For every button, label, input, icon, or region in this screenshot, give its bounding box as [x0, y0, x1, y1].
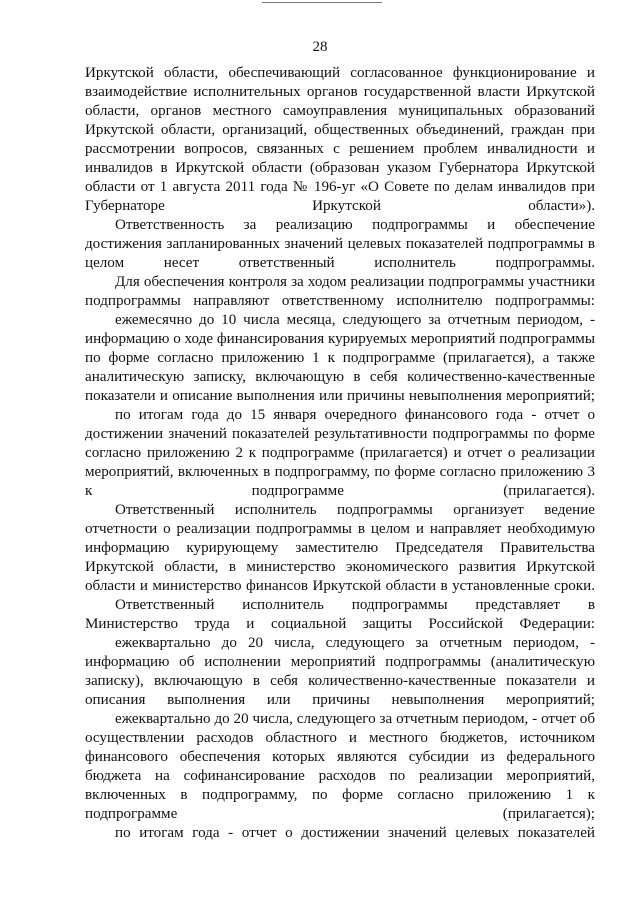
- paragraph-7: Ответственный исполнитель подпрограммы представляет в Министерство труда и социальной защиты Российской Федерации:: [85, 597, 595, 632]
- paragraph-5: по итогам года до 15 января очередного финансового года - отчет о достижении значений показателей результативности подпрограммы по форме согласно приложению 2 к подпрограмме (прилагается) и отчет о реализации мероприятий, включенных в подпрограмму, по форме согласно приложению 3 к подпрограмме (прилагается).: [85, 407, 595, 499]
- paragraph-6: Ответственный исполнитель подпрограммы организует ведение отчетности о реализации подпрограммы в целом и направляет необходимую информацию курирующему заместителю Председателя Правительства Иркутской области, в министерство экономического развития Иркутской области и министерство финансов Иркутской области в установленные сроки.: [85, 502, 595, 594]
- paragraph-3: Для обеспечения контроля за ходом реализации подпрограммы участники подпрограммы направляют ответственному исполнителю подпрограммы:: [85, 274, 595, 309]
- paragraph-2: Ответственность за реализацию подпрограммы и обеспечение достижения запланированных значений целевых показателей подпрограммы в целом несет ответственный исполнитель подпрограммы.: [85, 217, 595, 271]
- paragraph-10: по итогам года - отчет о достижении значений целевых показателей: [115, 825, 595, 841]
- top-edge-line: [262, 2, 382, 3]
- paragraph-8: ежеквартально до 20 числа, следующего за отчетным периодом, - информацию об исполнении мероприятий подпрограммы (аналитическую записку), включающую в себя количественно-качественные показатели и описания выполнения или причины невыполнения мероприятий;: [85, 635, 595, 708]
- document-body: [85, 64, 595, 843]
- paragraph-9: ежеквартально до 20 числа, следующего за отчетным периодом, - отчет об осуществлении расходов областного и местного бюджетов, источником финансового обеспечения которых являются субсидии из федерального бюджета на софинансирование расходов по реализации мероприятий, включенных в подпрограмму, по форме согласно приложению 1 к подпрограмме (прилагается);: [85, 711, 595, 822]
- paragraph-4: ежемесячно до 10 числа месяца, следующего за отчетным периодом, - информацию о ходе финансирования курируемых мероприятий подпрограммы по форме согласно приложению 1 к подпрограмме (прилагается), а также аналитическую записку, включающую в себя количественно-качественные показатели и описание выполнения или причины невыполнения мероприятий;: [85, 312, 595, 404]
- paragraph-1: Иркутской области, обеспечивающий согласованное функционирование и взаимодействие исполнительных органов государственной власти Иркутской области, органов местного самоуправления муниципальных образований Иркутской области, организаций, общественных объединений, граждан при рассмотрении вопросов, связанных с решением проблем инвалидности и инвалидов в Иркутской области (образован указом Губернатора Иркутской области от 1 августа 2011 года № 196-уг «О Совете по делам инвалидов при Губернаторе Иркутской области»).: [85, 65, 595, 214]
- page-number: 28: [312, 39, 328, 55]
